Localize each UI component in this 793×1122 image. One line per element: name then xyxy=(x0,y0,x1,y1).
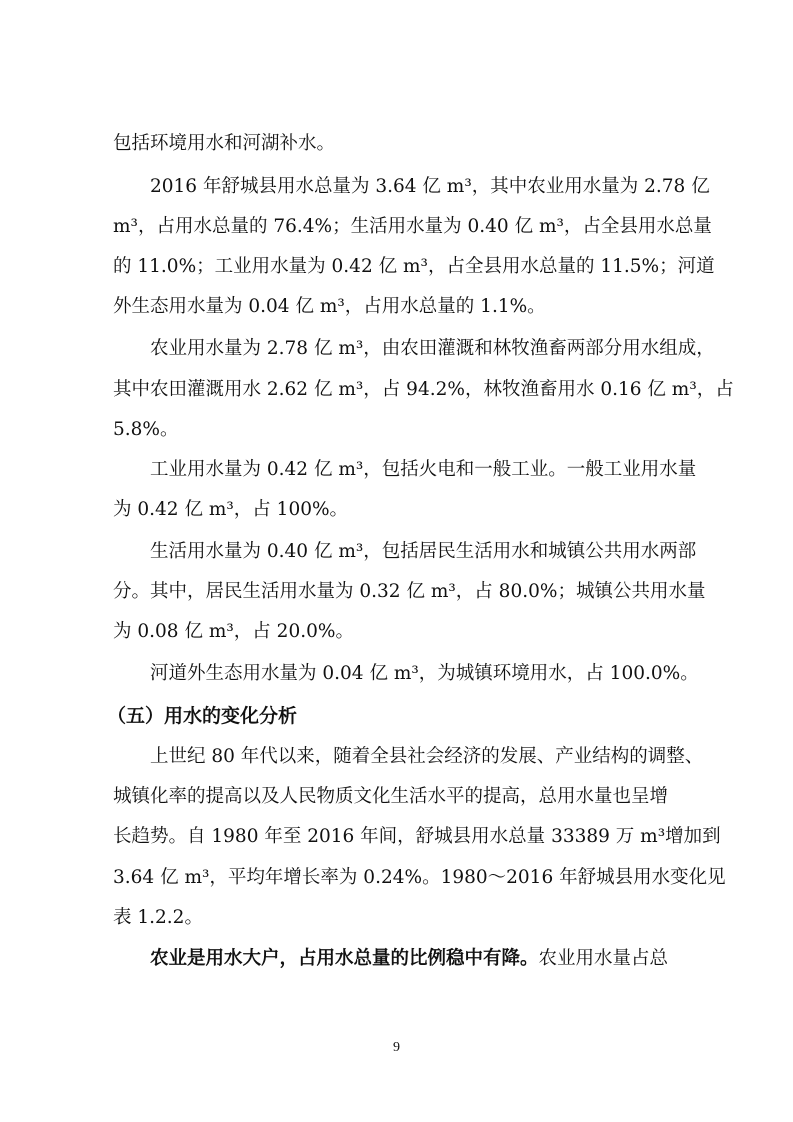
paragraph-line: 上世纪 80 年代以来，随着全县社会经济的发展、产业结构的调整、 xyxy=(150,746,704,767)
paragraph-line: 为 0.42 亿 m³，占 100%。 xyxy=(113,499,349,520)
paragraph-line: 表 1.2.2。 xyxy=(113,907,203,928)
paragraph-line: 其中农田灌溉用水 2.62 亿 m³，占 94.2%，林牧渔畜用水 0.16 亿 m³，占 xyxy=(113,379,734,400)
paragraph-line: 包括环境用水和河湖补水。 xyxy=(113,133,336,154)
paragraph-line: 工业用水量为 0.42 亿 m³，包括火电和一般工业。一般工业用水量 xyxy=(150,459,697,480)
bold-lead-sentence: 农业是用水大户，占用水总量的比例稳中有降。 xyxy=(150,948,539,969)
paragraph-line: 长趋势。自 1980 年至 2016 年间，舒城县用水总量 33389 万 m³增加到 xyxy=(113,826,721,847)
paragraph-line: 城镇化率的提高以及人民物质文化生活水平的提高，总用水量也呈增 xyxy=(113,786,669,807)
paragraph-line: 3.64 亿 m³，平均年增长率为 0.24%。1980～2016 年舒城县用水变化见 xyxy=(113,867,726,888)
paragraph-line: 分。其中，居民生活用水量为 0.32 亿 m³，占 80.0%；城镇公共用水量 xyxy=(113,581,706,602)
section-heading: （五）用水的变化分析 xyxy=(107,705,298,727)
page-number: 9 xyxy=(393,1040,400,1055)
paragraph-line: 为 0.08 亿 m³，占 20.0%。 xyxy=(113,621,354,642)
paragraph-continuation: 农业用水量占总 xyxy=(538,948,669,969)
paragraph-line: 河道外生态用水量为 0.04 亿 m³，为城镇环境用水，占 100.0%。 xyxy=(150,663,699,684)
paragraph-line: 生活用水量为 0.40 亿 m³，包括居民生活用水和城镇公共用水两部 xyxy=(150,541,697,562)
paragraph-line: 2016 年舒城县用水总量为 3.64 亿 m³，其中农业用水量为 2.78 亿 xyxy=(150,176,710,197)
paragraph-line: 5.8%。 xyxy=(113,419,179,440)
paragraph-line: 农业用水量为 2.78 亿 m³，由农田灌溉和林牧渔畜两部分用水组成， xyxy=(150,338,715,359)
paragraph-line: 的 11.0%；工业用水量为 0.42 亿 m³，占全县用水总量的 11.5%；河道 xyxy=(113,256,715,277)
paragraph-line xyxy=(150,947,793,971)
paragraph-line: 外生态用水量为 0.04 亿 m³，占用水总量的 1.1%。 xyxy=(113,296,546,317)
paragraph-line: m³，占用水总量的 76.4%；生活用水量为 0.40 亿 m³，占全县用水总量 xyxy=(113,216,712,237)
